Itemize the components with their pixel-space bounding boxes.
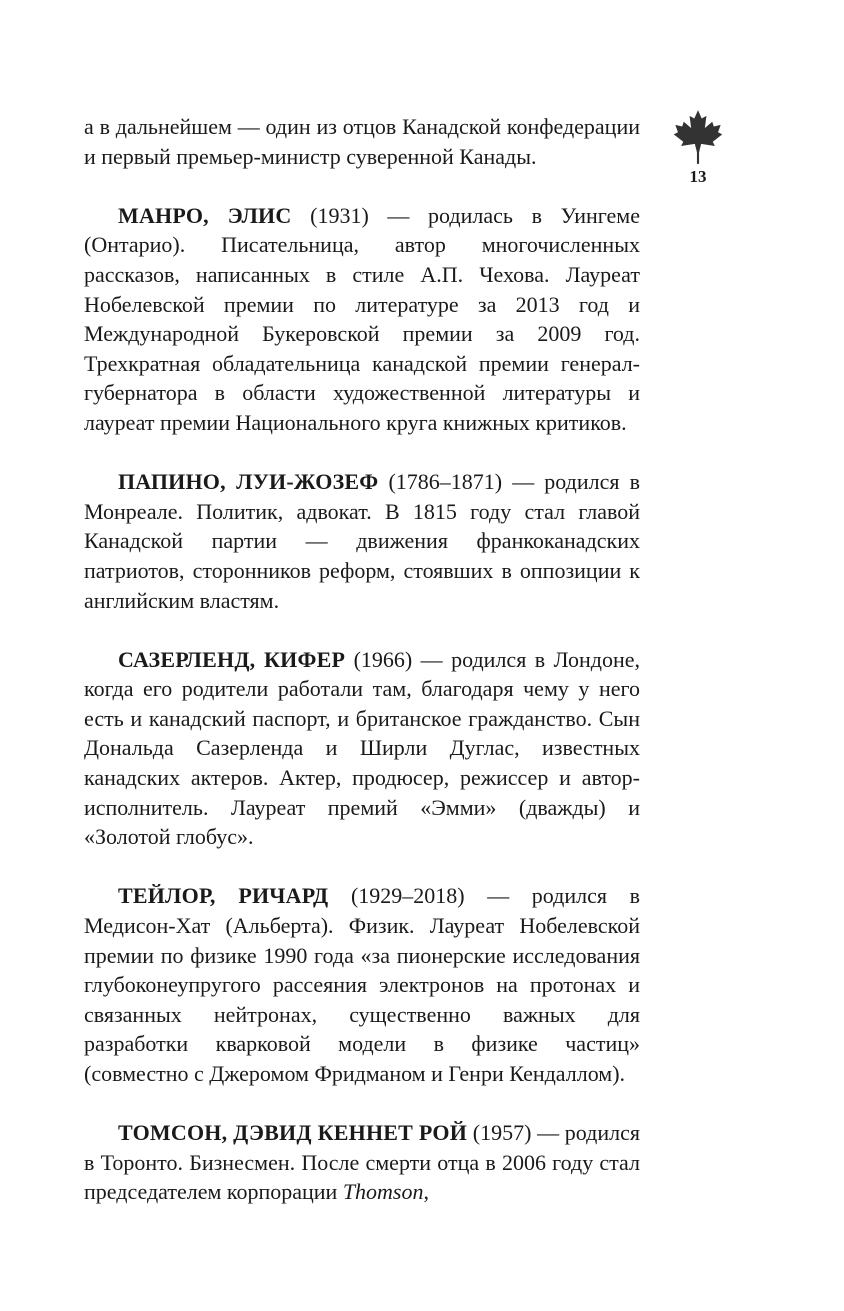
entry-name: САЗЕРЛЕНД, КИФЕР xyxy=(118,646,346,672)
company-name: Thomson xyxy=(342,1179,424,1205)
biography-entry-taylor xyxy=(84,881,640,1088)
entry-text: (1929–2018) — родился в Медисон-Хат (Альберта). Физик. Лауреат Нобелевской премии по физике 1990 года «за пионерские исследования глубоконеупругого рассеяния электронов на протонах и связанных нейтронах, существенно важных для разработки кварковой модели в физике частиц» (совместно с Джеромом Фридманом и Генри Кендаллом). xyxy=(84,883,640,1086)
entry-name: МАНРО, ЭЛИС xyxy=(118,202,292,228)
entry-name: ТЕЙЛОР, РИЧАРД xyxy=(118,883,329,909)
biography-entry-munro xyxy=(84,201,640,438)
maple-leaf-icon xyxy=(671,108,725,166)
entry-name: ТОМСОН, ДЭВИД КЕННЕТ РОЙ xyxy=(118,1120,468,1146)
entry-text: (1966) — родился в Лондоне, когда его родители работали там, благодаря чему у него есть и канадский паспорт, и британское гражданство. Сын Дональда Сазерленда и Ширли Дуглас, известных канадских актеров. Актер, продюсер, режиссер и автор-исполнитель. Лауреат премий «Эмми» (дважды) и «Золотой глобус». xyxy=(84,646,640,850)
biography-entry-thomson xyxy=(84,1118,640,1207)
page-number: 13 xyxy=(689,167,707,186)
page-margin-marker xyxy=(668,108,728,188)
entry-tail: , xyxy=(423,1179,429,1205)
biography-entry-sutherland xyxy=(84,645,640,852)
intro-paragraph: а в дальнейшем — один из отцов Канадской конфедерации и первый премьер-министр суверенной Канады. xyxy=(84,114,640,169)
entry-text: (1931) — родилась в Уингеме (Онтарио). Писательница, автор многочисленных рассказов, написанных в стиле А.П. Чехова. Лауреат Нобелевской премии по литературе за 2013 год и Международной Букеровской премии за 2009 год. Трехкратная обладательница канадской премии генерал-губернатора в области художественной литературы и лауреат премии Национального круга книжных критиков. xyxy=(84,202,640,435)
article-body xyxy=(84,112,640,1237)
entry-text: (1957) — родился в Торонто. Бизнесмен. После смерти отца в 2006 году стал председателем корпорации xyxy=(84,1120,640,1205)
entry-text: (1786–1871) — родился в Монреале. Политик, адвокат. В 1815 году стал главой Канадской партии — движения франкоканадских патриотов, сторонников реформ, стоявших в оппозиции к английским властям. xyxy=(84,469,640,613)
entry-name: ПАПИНО, ЛУИ-ЖОЗЕФ xyxy=(118,469,379,495)
biography-entry-papineau xyxy=(84,467,640,615)
